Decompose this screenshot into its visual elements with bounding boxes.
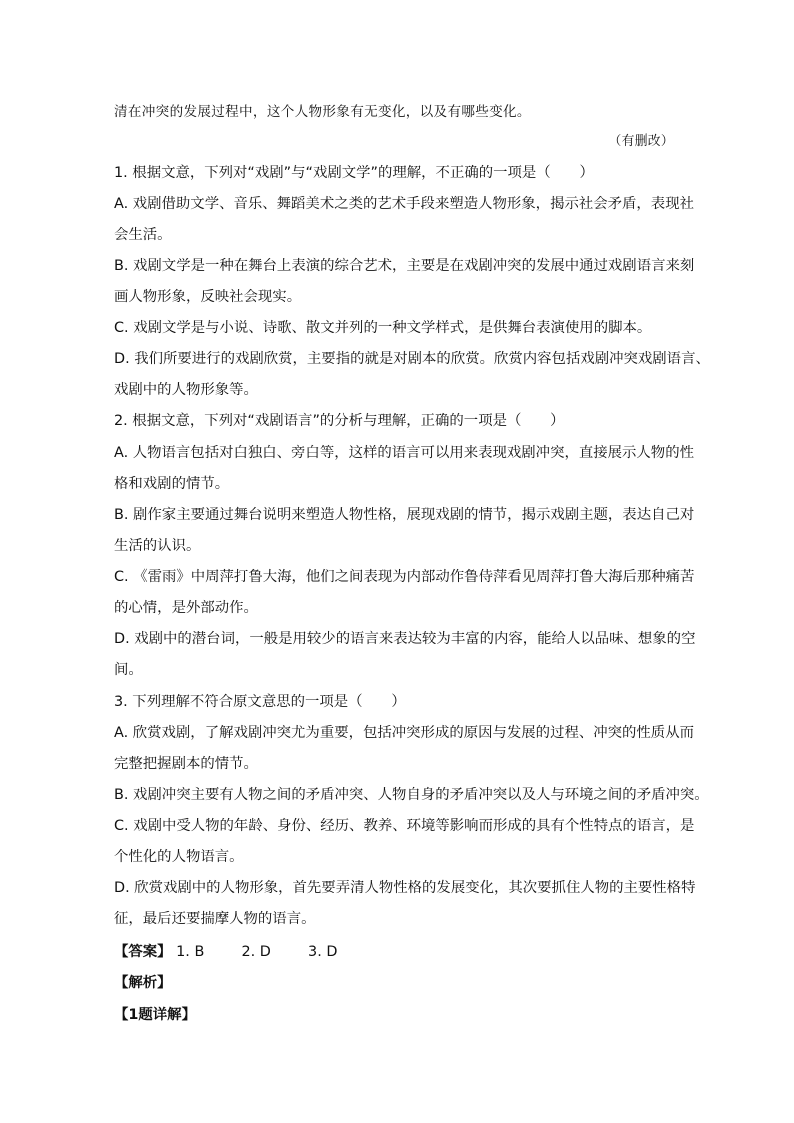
question-2-stem: 2. 根据文意，下列对“戏剧语言”的分析与理解，正确的一项是（ ） — [114, 413, 565, 429]
q1-option-d-line2: 戏剧中的人物形象等。 — [114, 382, 258, 398]
q1-option-b-line2: 画人物形象，反映社会现实。 — [114, 289, 302, 305]
q1-option-a-line1: A. 戏剧借助文学、音乐、舞蹈美术之类的艺术手段来塑造人物形象，揭示社会矛盾，表现社 — [114, 196, 694, 212]
q2-option-c-line2: 的心情，是外部动作。 — [114, 600, 258, 616]
q3-option-d-line1: D. 欣赏戏剧中的人物形象，首先要弄清人物性格的发展变化，其次要抓住人物的主要性格特 — [114, 880, 696, 896]
source-note: （有删改） — [608, 134, 674, 149]
question-1-stem: 1. 根据文意，下列对“戏剧”与“戏剧文学”的理解，不正确的一项是（ ） — [114, 165, 594, 181]
q3-option-c-line1: C. 戏剧中受人物的年龄、身份、经历、教养、环境等影响而形成的具有个性特点的语言，是 — [114, 818, 695, 834]
q2-option-a-line2: 格和戏剧的情节。 — [114, 476, 230, 492]
q2-option-d-line2: 间。 — [114, 662, 143, 678]
q3-option-b: B. 戏剧冲突主要有人物之间的矛盾冲突、人物自身的矛盾冲突以及人与环境之间的矛盾冲突。 — [114, 787, 709, 803]
q2-option-b-line1: B. 剧作家主要通过舞台说明来塑造人物性格，展现戏剧的情节，揭示戏剧主题，表达自己对 — [114, 507, 695, 523]
detail-label: 【1题详解】 — [114, 1007, 196, 1023]
answer-label: 【答案】 — [114, 944, 172, 960]
intro-tail-line: 清在冲突的发展过程中，这个人物形象有无变化，以及有哪些变化。 — [114, 104, 531, 120]
analysis-label: 【解析】 — [114, 975, 172, 991]
q2-option-b-line2: 生活的认识。 — [114, 538, 201, 554]
answer-item: 2. D — [241, 944, 271, 960]
q3-option-d-line2: 征，最后还要揣摩人物的语言。 — [114, 911, 316, 927]
q1-option-c: C. 戏剧文学是与小说、诗歌、散文并列的一种文学样式，是供舞台表演使用的脚本。 — [114, 320, 652, 336]
q3-option-a-line2: 完整把握剧本的情节。 — [114, 756, 258, 772]
q1-option-b-line1: B. 戏剧文学是一种在舞台上表演的综合艺术，主要是在戏剧冲突的发展中通过戏剧语言来刻 — [114, 258, 695, 274]
q1-option-a-line2: 会生活。 — [114, 227, 172, 243]
answer-item: 1. B — [176, 944, 205, 960]
q2-option-a-line1: A. 人物语言包括对白独白、旁白等，这样的语言可以用来表现戏剧冲突，直接展示人物的性 — [114, 445, 694, 461]
answer-item: 3. D — [308, 944, 338, 960]
q2-option-d-line1: D. 戏剧中的潜台词，一般是用较少的语言来表达较为丰富的内容，能给人以品味、想象的空 — [114, 631, 696, 647]
answer-line — [114, 942, 337, 962]
q2-option-c-line1: C. 《雷雨》中周萍打鲁大海，他们之间表现为内部动作鲁侍萍看见周萍打鲁大海后那种痛苦 — [114, 569, 695, 585]
q3-option-c-line2: 个性化的人物语言。 — [114, 849, 244, 865]
q1-option-d-line1: D. 我们所要进行的戏剧欣赏，主要指的就是对剧本的欣赏。欣赏内容包括戏剧冲突戏剧语言、 — [114, 351, 710, 367]
question-3-stem: 3. 下列理解不符合原文意思的一项是（ ） — [114, 694, 406, 710]
q3-option-a-line1: A. 欣赏戏剧，了解戏剧冲突尤为重要，包括冲突形成的原因与发展的过程、冲突的性质从而 — [114, 725, 694, 741]
